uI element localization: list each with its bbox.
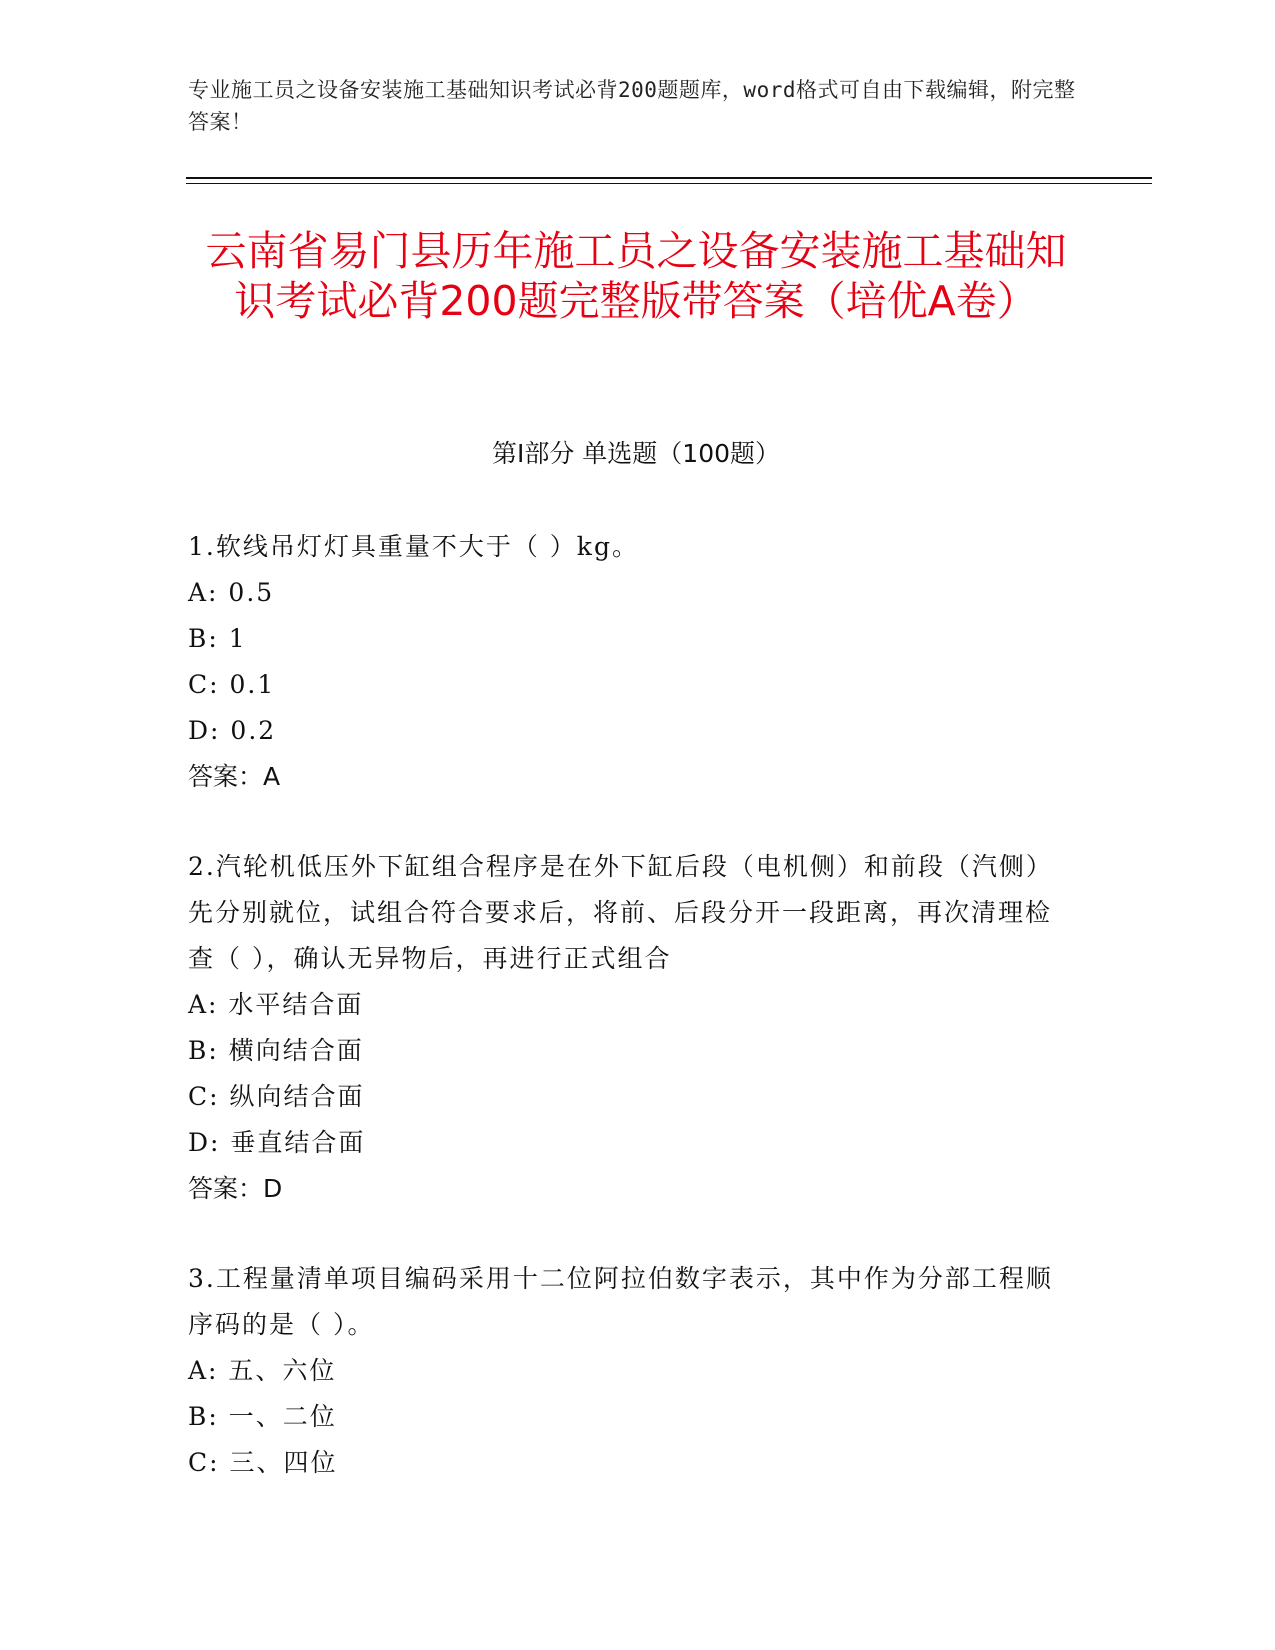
option-a: A: 0.5 xyxy=(188,578,275,607)
option-c: C: 纵向结合面 xyxy=(188,1082,365,1111)
question-stem: 3.工程量清单项目编码采用十二位阿拉伯数字表示，其中作为分部工程顺序码的是（ ）。 xyxy=(188,1264,1053,1339)
document-title: 云南省易门县历年施工员之设备安装施工基础知识考试必背200题完整版带答案（培优A卷） xyxy=(205,227,1067,325)
option-d: D: 0.2 xyxy=(188,716,277,745)
section-heading: 第Ⅰ部分 单选题（100题） xyxy=(491,439,781,468)
answer: 答案：D xyxy=(188,1174,283,1203)
answer: 答案：A xyxy=(188,762,281,791)
question-3 xyxy=(188,1256,1068,1486)
header-rule-thin xyxy=(186,183,1152,184)
header-rule-thick xyxy=(186,177,1152,179)
option-c: C: 0.1 xyxy=(188,670,276,699)
question-list xyxy=(188,524,1068,1530)
option-a: A: 水平结合面 xyxy=(188,990,364,1019)
header-note: 专业施工员之设备安装施工基础知识考试必背200题题库，word格式可自由下载编辑，附完整答案！ xyxy=(188,78,1076,134)
option-c: C: 三、四位 xyxy=(188,1448,338,1477)
question-stem: 1.软线吊灯灯具重量不大于（ ）kg。 xyxy=(188,532,639,561)
option-d: D: 垂直结合面 xyxy=(188,1128,366,1157)
option-b: B: 横向结合面 xyxy=(188,1036,364,1065)
option-b: B: 1 xyxy=(188,624,247,653)
option-a: A: 五、六位 xyxy=(188,1356,337,1385)
question-1 xyxy=(188,524,1068,800)
question-2 xyxy=(188,844,1068,1212)
question-stem: 2.汽轮机低压外下缸组合程序是在外下缸后段（电机侧）和前段（汽侧）先分别就位，试组合符合要求后，将前、后段分开一段距离，再次清理检查（ ），确认无异物后，再进行正式组合 xyxy=(188,852,1053,973)
option-b: B: 一、二位 xyxy=(188,1402,337,1431)
